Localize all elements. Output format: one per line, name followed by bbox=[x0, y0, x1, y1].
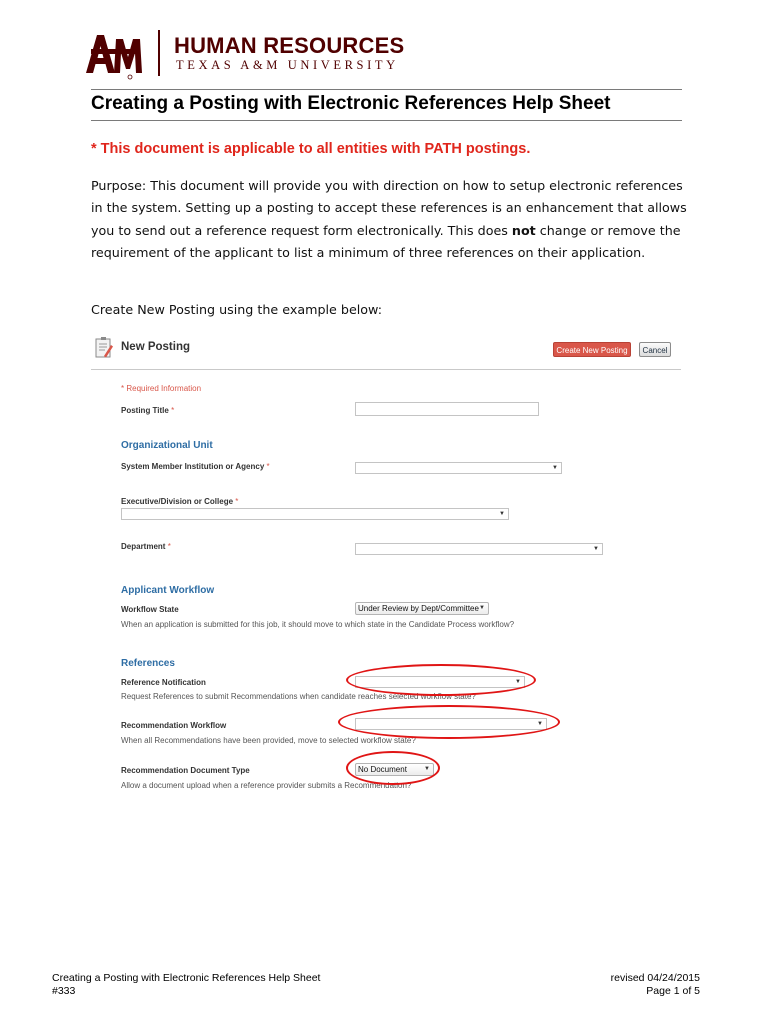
screenshot-header-rule bbox=[91, 369, 681, 370]
posting-title-label bbox=[121, 406, 174, 415]
department-label-text: Department bbox=[121, 542, 166, 551]
required-star: * bbox=[266, 462, 270, 471]
purpose-text-b: change or remove the requirement of the applicant to list a minimum of three references on their application. bbox=[91, 222, 681, 260]
posting-title-input[interactable] bbox=[355, 402, 539, 416]
chevron-down-icon: ▼ bbox=[499, 511, 505, 517]
recommendation-document-type-value: No Document bbox=[358, 765, 407, 774]
recommendation-document-type-help: Allow a document upload when a reference provider submits a Recommendation? bbox=[121, 781, 412, 790]
footer-doc-number: #333 bbox=[52, 985, 76, 997]
chevron-down-icon: ▼ bbox=[537, 721, 543, 727]
create-new-posting-button[interactable]: Create New Posting bbox=[553, 342, 631, 357]
chevron-down-icon: ▼ bbox=[479, 605, 485, 611]
posting-title-label-text: Posting Title bbox=[121, 406, 169, 415]
applicability-note: * This document is applicable to all entities with PATH postings. bbox=[91, 141, 531, 157]
department-select[interactable] bbox=[355, 543, 603, 555]
instruction-text: Create New Posting using the example below: bbox=[91, 302, 382, 317]
system-member-select[interactable] bbox=[355, 462, 562, 474]
recommendation-workflow-label: Recommendation Workflow bbox=[121, 721, 227, 730]
workflow-state-value: Under Review by Dept/Committee bbox=[358, 604, 479, 613]
footer-revised-date: revised 04/24/2015 bbox=[610, 972, 700, 984]
new-posting-title: New Posting bbox=[121, 341, 191, 353]
footer-page-number: Page 1 of 5 bbox=[646, 985, 700, 997]
org-title: HUMAN RESOURCES bbox=[174, 33, 405, 58]
department-label bbox=[121, 542, 171, 551]
org-subtitle: TEXAS A&M UNIVERSITY bbox=[176, 58, 399, 72]
footer-doc-title: Creating a Posting with Electronic References Help Sheet bbox=[52, 972, 321, 984]
cancel-button[interactable]: Cancel bbox=[639, 342, 671, 357]
footer-left bbox=[52, 972, 320, 998]
applicant-workflow-heading: Applicant Workflow bbox=[121, 585, 215, 596]
org-unit-heading: Organizational Unit bbox=[121, 440, 213, 451]
purpose-paragraph bbox=[91, 175, 691, 264]
purpose-bold-word: not bbox=[511, 222, 536, 238]
workflow-state-select[interactable] bbox=[355, 602, 489, 615]
required-star: * bbox=[167, 542, 171, 551]
system-member-label bbox=[121, 462, 270, 471]
title-rule-bottom bbox=[91, 120, 682, 121]
chevron-down-icon: ▼ bbox=[424, 766, 430, 772]
reference-notification-help: Request References to submit Recommendations when candidate reaches selected workflow state? bbox=[121, 692, 476, 701]
highlight-ring-reference-notification bbox=[346, 664, 536, 696]
atm-logo bbox=[84, 29, 144, 81]
document-title: Creating a Posting with Electronic References Help Sheet bbox=[91, 93, 611, 114]
required-star: * bbox=[235, 497, 239, 506]
required-info-note: * Required Information bbox=[121, 384, 202, 393]
recommendation-workflow-help: When all Recommendations have been provided, move to selected workflow state? bbox=[121, 736, 416, 745]
executive-division-label-text: Executive/Division or College bbox=[121, 497, 234, 506]
title-rule-top bbox=[91, 89, 682, 90]
system-member-label-text: System Member Institution or Agency bbox=[121, 462, 265, 471]
posting-document-icon bbox=[95, 337, 113, 359]
workflow-state-help: When an application is submitted for this job, it should move to which state in the Candidate Process workflow? bbox=[121, 620, 515, 629]
chevron-down-icon: ▼ bbox=[593, 546, 599, 552]
logo-divider bbox=[158, 30, 160, 76]
workflow-state-label: Workflow State bbox=[121, 605, 179, 614]
required-star: * bbox=[171, 406, 175, 415]
recommendation-document-type-label: Recommendation Document Type bbox=[121, 766, 250, 775]
highlight-ring-recommendation-document-type bbox=[346, 751, 440, 785]
chevron-down-icon: ▼ bbox=[552, 465, 558, 471]
highlight-ring-recommendation-workflow bbox=[338, 705, 560, 739]
references-heading: References bbox=[121, 658, 175, 669]
reference-notification-label: Reference Notification bbox=[121, 678, 206, 687]
purpose-text-a: Purpose: This document will provide you with direction on how to setup electronic references in the system. Setting up a posting to accept these references is an enhancement that allows you to send out a reference request form electronically. This does bbox=[91, 178, 687, 238]
executive-division-select[interactable] bbox=[121, 508, 509, 520]
chevron-down-icon: ▼ bbox=[515, 679, 521, 685]
executive-division-label bbox=[121, 497, 238, 506]
footer-right bbox=[560, 972, 700, 998]
